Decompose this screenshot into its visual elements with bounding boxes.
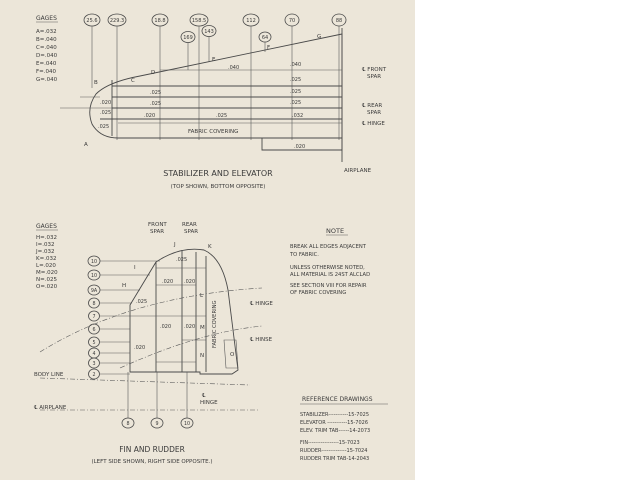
stabilizer-title: STABILIZER AND ELEVATOR [163, 169, 273, 178]
reference-drawings [300, 396, 388, 462]
fin-gage: N=.025 [36, 277, 57, 283]
gage-letter: L [200, 293, 204, 299]
top-gage: E=.040 [36, 61, 57, 67]
fin-fabric-label: FABRIC COVERING [212, 300, 218, 348]
fin-gages-list [35, 235, 58, 290]
reference-row: STABILIZER-----------15-7025 [300, 412, 370, 418]
station-label: 18.8 [154, 18, 166, 24]
thickness-label: .020 [162, 279, 174, 285]
station-label: 25.6 [86, 18, 98, 24]
fin-gage: J=.032 [36, 249, 55, 255]
gage-letter: A [84, 142, 88, 148]
station-label: 10 [183, 422, 191, 427]
fin-title: FIN AND RUDDER [119, 445, 185, 454]
gage-letter: N [200, 353, 205, 359]
station-label: 112 [246, 18, 256, 24]
gage-letter: G [317, 34, 322, 40]
note-line: TO FABRIC. [290, 252, 319, 258]
thickness-label: .020 [184, 324, 196, 330]
fin-thickness-labels [134, 257, 195, 351]
top-gage: F=.040 [36, 69, 57, 75]
station-label: 143 [204, 29, 214, 35]
fin-subtitle: (LEFT SIDE SHOWN, RIGHT SIDE OPPOSITE.) [91, 459, 213, 465]
gage-letter: M [200, 325, 205, 331]
thickness-label: .020 [134, 345, 146, 351]
reference-row: ELEV. TRIM TAB------14-2073 [300, 428, 371, 434]
stabilizer-subtitle: (TOP SHOWN, BOTTOM OPPOSITE) [170, 184, 266, 190]
gage-letter: D [151, 70, 156, 76]
top-gages-list [36, 29, 58, 83]
thickness-label: .040 [228, 65, 240, 71]
top-gage: G=.040 [36, 77, 58, 83]
top-gage: D=.040 [36, 53, 58, 59]
note-line: BREAK ALL EDGES ADJACENT [290, 244, 366, 250]
gage-letter: H [122, 283, 127, 289]
note-line: OF FABRIC COVERING [290, 290, 347, 296]
front-spar-label: ℄ FRONT [362, 67, 387, 73]
reference-row: RUDDER TRIM TAB-14-2043 [300, 456, 370, 462]
thickness-label: .025 [290, 77, 302, 83]
gage-letter: C [131, 78, 135, 84]
station-label: 8 [92, 302, 96, 307]
fin-hinge-label: ℄ [202, 393, 206, 399]
station-label: 3 [92, 362, 96, 367]
top-gages-title: GAGES [36, 15, 57, 22]
note-line: SEE SECTION VIII FOR REPAIR [290, 283, 367, 289]
fin-hinge-label: ℄ HINGE [250, 301, 273, 307]
fin-gage: K=.032 [36, 256, 57, 262]
thickness-label: .020 [100, 100, 112, 106]
gage-letter: J [174, 242, 176, 248]
thickness-label: .040 [290, 62, 302, 68]
fin-front-spar: FRONT [148, 222, 167, 228]
rear-spar-label: SPAR [367, 110, 382, 116]
top-station-callouts [84, 14, 346, 140]
fin-gages-title: GAGES [36, 223, 57, 230]
thickness-label: .025 [290, 100, 302, 106]
body-line-label: BODY LINE [34, 372, 64, 378]
fin-gage: O=.020 [36, 284, 58, 290]
thickness-label: .025 [136, 299, 148, 305]
station-label: 4 [92, 352, 96, 357]
thickness-label: .025 [216, 113, 228, 119]
top-fabric-label: FABRIC COVERING [188, 129, 239, 135]
rear-spar-label: ℄ REAR [362, 103, 383, 109]
gage-letter: B [94, 80, 98, 86]
note-line: ALL MATERIAL IS 24ST ALCLAD [290, 272, 371, 278]
top-thickness-labels [98, 62, 305, 150]
top-spar-callouts [344, 66, 387, 174]
note-line: UNLESS OTHERWISE NOTED, [290, 265, 365, 271]
top-gage: A=.032 [36, 29, 57, 35]
station-label: 70 [288, 18, 296, 24]
thickness-label: .025 [290, 89, 302, 95]
fin-rear-spar: REAR [182, 222, 197, 228]
fin-rear-spar: SPAR [184, 229, 199, 235]
station-label: 9A [90, 289, 98, 294]
thickness-label: .025 [98, 124, 110, 130]
gage-letter: F [267, 45, 271, 51]
station-label: 8 [126, 422, 130, 427]
gage-letter: E [212, 57, 216, 63]
fin-outline [130, 249, 238, 374]
station-label: 5 [92, 341, 96, 346]
fin-front-spar: SPAR [150, 229, 165, 235]
gage-letter: I [134, 265, 136, 271]
station-label: 2 [92, 373, 96, 378]
gage-letter: O [230, 352, 235, 358]
fin-gage: L=.020 [36, 263, 56, 269]
body-line [40, 378, 250, 385]
airplane-label: AIRPLANE [344, 168, 372, 174]
thickness-label: .032 [292, 113, 304, 119]
fin-station-callouts [88, 256, 160, 379]
hinge-label: ℄ HINGE [362, 121, 385, 127]
fin-hinge-label: HINGE [200, 400, 218, 406]
fin-gage: I=.032 [36, 242, 55, 248]
note-block [289, 227, 370, 296]
thickness-label: .020 [160, 324, 172, 330]
stabilizer-outline [60, 28, 342, 162]
thickness-label: .020 [294, 144, 306, 150]
thickness-label: .025 [176, 257, 188, 263]
station-label: 6 [92, 328, 96, 333]
station-label: 7 [92, 315, 96, 320]
station-label: 169 [183, 35, 193, 41]
station-label: 158.5 [191, 18, 207, 24]
station-label: 10 [90, 260, 98, 265]
note-title: NOTE [326, 227, 345, 235]
fin-gage: H=.032 [36, 235, 57, 241]
station-label: 9 [155, 422, 159, 427]
gage-letter: K [208, 244, 212, 250]
reference-row: ELEVATOR -----------15-7026 [300, 420, 369, 426]
thickness-label: .025 [100, 110, 112, 116]
thickness-label: .025 [150, 90, 162, 96]
top-gage: C=.040 [36, 45, 57, 51]
references-title: REFERENCE DRAWINGS [302, 396, 373, 403]
fin-hinge-label: ℄ HINSE [250, 337, 273, 343]
fin-gage: M=.020 [36, 270, 58, 276]
top-gage: B=.040 [36, 37, 57, 43]
station-label: 88 [335, 18, 343, 24]
reference-row: FIN-----------------15-7023 [300, 440, 360, 446]
thickness-label: .025 [150, 101, 162, 107]
reference-row: RUDDER--------------15-7024 [300, 448, 368, 454]
station-label: 64 [261, 35, 269, 41]
thickness-label: .020 [144, 113, 156, 119]
station-label: 10 [90, 274, 98, 279]
fin-airplane-label: ℄ AIRPLANE [34, 405, 67, 411]
station-label: 229.3 [109, 18, 125, 24]
fin-bottom-stations [122, 372, 193, 428]
thickness-label: .020 [184, 279, 196, 285]
front-spar-label: SPAR [367, 74, 382, 80]
